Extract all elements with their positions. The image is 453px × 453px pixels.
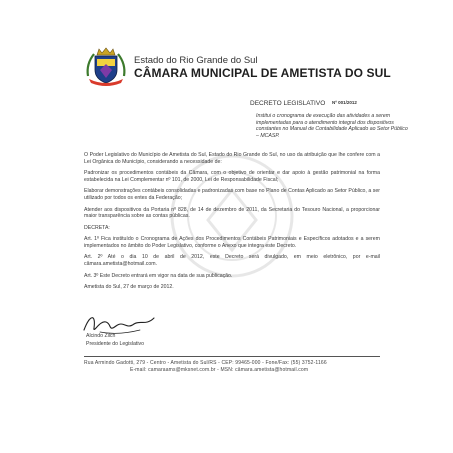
- consideration-paragraph: Elaborar demonstrações contábeis consolidadas e padronizadas com base no Plano de Contas Aplicado ao Setor Público, a ser utilizado por todos os entes da Federação;: [84, 188, 380, 202]
- decreta-heading: DECRETA:: [84, 224, 110, 231]
- decree-label: DECRETO LEGISLATIVO: [250, 100, 326, 107]
- decree-body: [84, 152, 380, 295]
- place-and-date: Ametista do Sul, 27 de março de 2012.: [84, 283, 174, 290]
- coat-of-arms-icon: [84, 46, 128, 86]
- decree-number: Nº 001/2012: [332, 100, 357, 105]
- footer-address: Rua Armindo Gadotti, 279 - Centro - Ametista do Sul/RS - CEP: 99465-000 - Fone/Fax: (55) 3752-1166: [84, 360, 327, 366]
- article-3: Art. 3º Este Decreto entrará em vigor na data de sua publicação.: [84, 272, 233, 279]
- signer-name: Alcindo Zilch: [86, 333, 116, 339]
- institution-name: CÂMARA MUNICIPAL DE AMETISTA DO SUL: [134, 66, 391, 80]
- footer-divider: [84, 356, 380, 357]
- article-1: Art. 1º Fica instituído o Cronograma de Ações dos Procedimentos Contábeis Patrimoniais e Específicos adotados e a serem implementados no âmbito do Poder Legislativo, conforme o Anexo que integra este Decreto.: [84, 236, 380, 249]
- state-name: Estado do Rio Grande do Sul: [134, 55, 258, 66]
- signer-role: Presidente do Legislativo: [86, 341, 144, 347]
- article-2: Art. 2º Até o dia 10 de abril de 2012, este Decreto será divulgado, em meio eletrônico, por e-mail câmara.ametista@hotmail.com.: [84, 254, 380, 268]
- consideration-paragraph: Padronizar os procedimentos contábeis da Câmara, com o objetivo de orientar e dar apoio à gestão patrimonial na forma estabelecida na Lei Complementar nº 101, de 2000, Lei de Responsabilidade Fiscal;: [84, 170, 380, 183]
- decree-summary: Institui o cronograma de execução das atividades a serem implementadas para o atendimento integral dos dispositivos constantes no Manual de Contabilidade Aplicado ao Setor Público – MCASP.: [256, 113, 408, 139]
- preamble-paragraph: O Poder Legislativo do Município de Ametista do Sul, Estado do Rio Grande do Sul, no uso da atribuição que lhe confere com a Lei Orgânica do Município, considerando a necessidade de:: [84, 152, 380, 165]
- consideration-paragraph: Atender aos dispositivos da Portaria nº 828, de 14 de dezembro de 2011, da Secretaria do Tesouro Nacional, a proporcionar maior transparência sobre as contas públicas.: [84, 206, 380, 220]
- footer-contacts: E-mail: camaraams@mksnet.com.br - MSN: câmara.ametista@hotmail.com: [130, 367, 309, 373]
